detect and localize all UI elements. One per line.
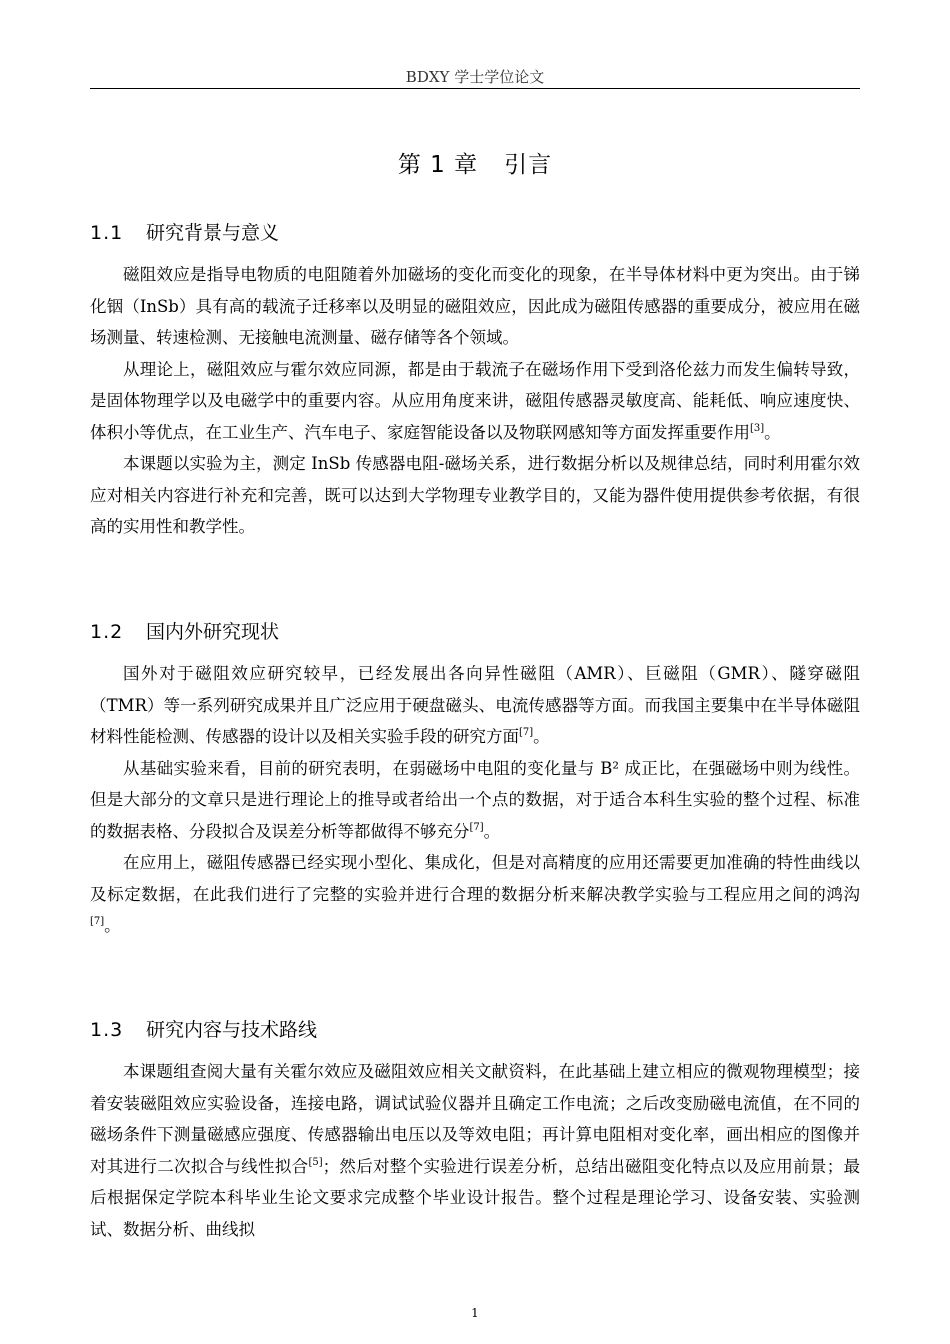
paragraph-text: 从理论上，磁阻效应与霍尔效应同源，都是由于载流子在磁场作用下受到洛伦兹力而发生偏转导致，是固体物理学以及电磁学中的重要内容。从应用角度来讲，磁阻传感器灵敏度高、能耗低、响应速度快、体积小等优点，在工业生产、汽车电子、家庭智能设备以及物联网感知等方面发挥重要作用 xyxy=(90,359,860,442)
chapter-title xyxy=(90,146,860,179)
section-title: 国内外研究现状 xyxy=(146,621,280,643)
paragraph-text: 本课题以实验为主，测定 InSb 传感器电阻-磁场关系，进行数据分析以及规律总结，同时利用霍尔效应对相关内容进行补充和完善，既可以达到大学物理专业教学目的，又能为器件使用提供参考依据，有很高的实用性和教学性。 xyxy=(90,454,860,536)
paragraph-tail: 。 xyxy=(104,916,121,935)
page-number: 1 xyxy=(471,1306,479,1320)
paragraph-text: 磁阻效应是指导电物质的电阻随着外加磁场的变化而变化的现象，在半导体材料中更为突出。由于锑化铟（InSb）具有高的载流子迁移率以及明显的磁阻效应，因此成为磁阻传感器的重要成分，被应用在磁场测量、转速检测、无接触电流测量、磁存储等各个领域。 xyxy=(90,265,860,347)
paragraph-text: 从基础实验来看，目前的研究表明，在弱磁场中电阻的变化量与 B² 成正比，在强磁场中则为线性。但是大部分的文章只是进行理论上的推导或者给出一个点的数据，对于适合本科生实验的整个过程、标准的数据表格、分段拟合及误差分析等都做得不够充分 xyxy=(90,758,860,841)
section-title: 研究背景与意义 xyxy=(146,222,280,244)
paragraph-tail: ；然后对整个实验进行误差分析，总结出磁阻变化特点以及应用前景；最后根据保定学院本科毕业生论文要求完成整个毕业设计报告。整个过程是理论学习、设备安装、实验测试、数据分析、曲线拟 xyxy=(90,1156,861,1239)
paragraph-text: 本课题组查阅大量有关霍尔效应及磁阻效应相关文献资料，在此基础上建立相应的微观物理模型；接着安装磁阻效应实验设备，连接电路，调试试验仪器并且确定工作电流；之后改变励磁电流值，在不同的磁场条件下测量磁感应强度、传感器输出电压以及等效电阻；再计算电阻相对变化率，画出相应的图像并对其进行二次拟合与线性拟合 xyxy=(90,1062,860,1176)
citation: [7] xyxy=(519,727,534,738)
paragraph xyxy=(90,658,860,753)
paragraph xyxy=(90,753,860,848)
section-title: 研究内容与技术路线 xyxy=(146,1019,318,1041)
citation: [7] xyxy=(469,821,484,833)
section-number: 1.1 xyxy=(90,222,124,244)
paragraph xyxy=(90,354,860,449)
section-heading xyxy=(90,218,860,248)
chapter-name: 引言 xyxy=(504,152,553,178)
paragraph-text: 国外对于磁阻效应研究较早，已经发展出各向异性磁阻（AMR）、巨磁阻（GMR）、隧穿磁阻（TMR）等一系列研究成果并且广泛应用于硬盘磁头、电流传感器等方面。而我国主要集中在半导体磁阻材料性能检测、传感器的设计以及相关实验手段的研究方面 xyxy=(90,664,860,746)
paragraph xyxy=(90,259,860,354)
section-1-3 xyxy=(90,1015,860,1245)
paragraph xyxy=(90,847,860,942)
paragraph-tail: 。 xyxy=(533,727,550,746)
citation: [7] xyxy=(90,916,105,927)
paragraph-tail: 。 xyxy=(764,422,781,442)
section-heading xyxy=(90,1015,860,1045)
paragraph xyxy=(90,1056,860,1245)
section-number: 1.3 xyxy=(90,1019,124,1041)
header-rule xyxy=(90,88,860,89)
section-heading xyxy=(90,617,860,647)
section-number: 1.2 xyxy=(90,621,124,643)
chapter-label: 第 1 章 xyxy=(397,152,479,178)
section-1-2 xyxy=(90,617,860,942)
citation: [5] xyxy=(308,1156,323,1168)
paragraph-text: 在应用上，磁阻传感器已经实现小型化、集成化，但是对高精度的应用还需要更加准确的特性曲线以及标定数据，在此我们进行了完整的实验并进行合理的数据分析来解决教学实验与工程应用之间的鸿沟 xyxy=(90,853,860,904)
running-header: BDXY 学士学位论文 xyxy=(405,68,545,86)
paragraph xyxy=(90,448,860,543)
citation: [3] xyxy=(750,422,765,434)
section-1-1 xyxy=(90,218,860,543)
paragraph-tail: 。 xyxy=(483,821,501,841)
